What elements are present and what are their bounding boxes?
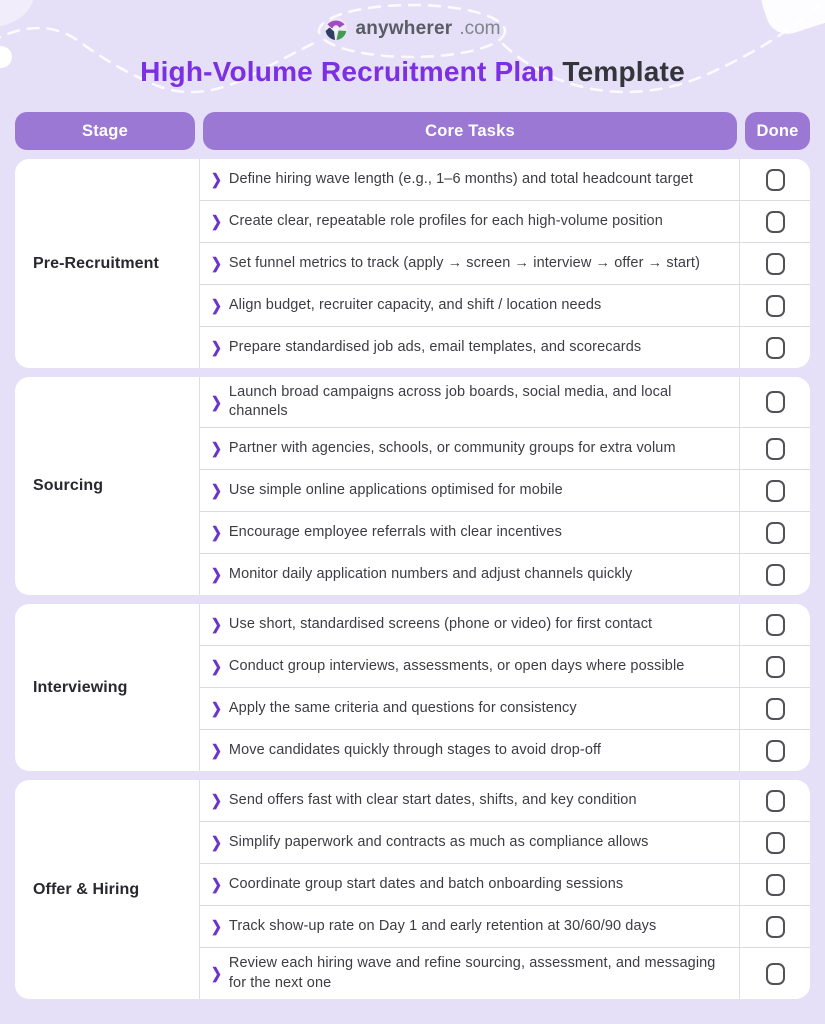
done-cell	[739, 906, 810, 947]
chevron-right-icon: ❯	[211, 339, 222, 357]
done-cell	[739, 554, 810, 595]
brand-logo-icon	[324, 17, 348, 41]
done-checkbox[interactable]	[766, 391, 785, 413]
task-row	[200, 469, 810, 511]
table-body	[15, 159, 810, 999]
task-cell	[200, 646, 739, 687]
stage-label: Offer & Hiring	[33, 880, 140, 898]
stage-cell	[15, 159, 200, 368]
task-cell	[200, 327, 739, 368]
task-row	[200, 326, 810, 368]
done-cell	[739, 604, 810, 645]
chevron-right-icon: ❯	[211, 742, 222, 760]
task-rows	[200, 604, 810, 771]
done-cell	[739, 646, 810, 687]
stage-cell	[15, 780, 200, 998]
done-checkbox[interactable]	[766, 253, 785, 275]
chevron-right-icon: ❯	[211, 918, 222, 936]
task-text: Monitor daily application numbers and adjust channels quickly	[228, 566, 633, 583]
task-text: Track show-up rate on Day 1 and early retention at 30/60/90 days	[228, 918, 657, 935]
done-checkbox[interactable]	[766, 740, 785, 762]
task-cell	[200, 243, 739, 284]
task-row	[200, 947, 810, 998]
task-cell	[200, 470, 739, 511]
task-text: Align budget, recruiter capacity, and shift / location needs	[228, 297, 602, 314]
task-row	[200, 553, 810, 595]
stage-label: Interviewing	[33, 678, 128, 696]
task-cell	[200, 604, 739, 645]
task-row	[200, 200, 810, 242]
chevron-right-icon: ❯	[211, 524, 222, 542]
done-checkbox[interactable]	[766, 832, 785, 854]
task-row	[200, 242, 810, 284]
task-text: Encourage employee referrals with clear incentives	[228, 524, 562, 541]
done-cell	[739, 822, 810, 863]
done-cell	[739, 864, 810, 905]
done-cell	[739, 243, 810, 284]
chevron-right-icon: ❯	[211, 297, 222, 315]
done-cell	[739, 730, 810, 771]
stage-section	[15, 604, 810, 771]
chevron-right-icon: ❯	[211, 393, 222, 411]
done-checkbox[interactable]	[766, 916, 785, 938]
task-row	[200, 377, 810, 427]
task-text: Launch broad campaigns across job boards, social media, and local channels	[228, 384, 672, 420]
brand-name: anywherer	[355, 18, 453, 39]
done-checkbox[interactable]	[766, 211, 785, 233]
done-checkbox[interactable]	[766, 790, 785, 812]
task-cell	[200, 906, 739, 947]
done-cell	[739, 201, 810, 242]
done-cell	[739, 377, 810, 427]
done-cell	[739, 327, 810, 368]
task-row	[200, 905, 810, 947]
done-checkbox[interactable]	[766, 337, 785, 359]
task-row	[200, 159, 810, 200]
chevron-right-icon: ❯	[211, 566, 222, 584]
done-cell	[739, 512, 810, 553]
chevron-right-icon: ❯	[211, 834, 222, 852]
task-cell	[200, 512, 739, 553]
done-checkbox[interactable]	[766, 438, 785, 460]
task-row	[200, 645, 810, 687]
task-cell	[200, 864, 739, 905]
chevron-right-icon: ❯	[211, 616, 222, 634]
task-text: Simplify paperwork and contracts as much as compliance allows	[228, 834, 649, 851]
task-row	[200, 687, 810, 729]
chevron-right-icon: ❯	[211, 658, 222, 676]
chevron-right-icon: ❯	[211, 482, 222, 500]
page-header	[15, 14, 810, 88]
done-checkbox[interactable]	[766, 564, 785, 586]
done-checkbox[interactable]	[766, 963, 785, 985]
stage-section	[15, 377, 810, 595]
done-checkbox[interactable]	[766, 614, 785, 636]
task-rows	[200, 159, 810, 368]
done-checkbox[interactable]	[766, 295, 785, 317]
task-cell	[200, 948, 739, 998]
task-cell	[200, 285, 739, 326]
task-text: Apply the same criteria and questions for consistency	[228, 700, 577, 717]
stage-section	[15, 780, 810, 998]
header-pill-core-tasks: Core Tasks	[203, 112, 737, 150]
task-cell	[200, 688, 739, 729]
task-rows	[200, 780, 810, 998]
done-checkbox[interactable]	[766, 169, 785, 191]
task-cell	[200, 822, 739, 863]
header-pill-done: Done	[745, 112, 810, 150]
stage-label: Pre-Recruitment	[33, 254, 159, 272]
task-text: Conduct group interviews, assessments, or open days where possible	[228, 658, 685, 675]
task-row	[200, 780, 810, 821]
brand-logo	[15, 14, 810, 44]
chevron-right-icon: ❯	[211, 964, 222, 983]
task-cell	[200, 554, 739, 595]
done-checkbox[interactable]	[766, 480, 785, 502]
task-cell	[200, 730, 739, 771]
task-text: Prepare standardised job ads, email templates, and scorecards	[228, 339, 642, 356]
done-checkbox[interactable]	[766, 874, 785, 896]
table-header	[15, 112, 810, 150]
chevron-right-icon: ❯	[211, 255, 222, 273]
stage-label: Sourcing	[33, 477, 104, 495]
task-text: Partner with agencies, schools, or community groups for extra volum	[228, 440, 676, 457]
task-text: Use simple online applications optimised for mobile	[228, 482, 563, 499]
task-text: Use short, standardised screens (phone or video) for first contact	[228, 616, 653, 633]
done-checkbox[interactable]	[766, 656, 785, 678]
task-cell	[200, 201, 739, 242]
chevron-right-icon: ❯	[211, 440, 222, 458]
done-checkbox[interactable]	[766, 698, 785, 720]
done-cell	[739, 780, 810, 821]
task-cell	[200, 428, 739, 469]
task-cell	[200, 159, 739, 200]
task-rows	[200, 377, 810, 595]
brand-tld: .com	[459, 18, 501, 39]
chevron-right-icon: ❯	[211, 792, 222, 810]
task-row	[200, 729, 810, 771]
done-cell	[739, 159, 810, 200]
done-cell	[739, 948, 810, 998]
done-cell	[739, 428, 810, 469]
stage-cell	[15, 377, 200, 595]
task-text: Set funnel metrics to track (apply → screen → interview → offer → start)	[228, 255, 700, 272]
task-cell	[200, 780, 739, 821]
stage-cell	[15, 604, 200, 771]
task-cell	[200, 377, 739, 427]
task-row	[200, 511, 810, 553]
done-cell	[739, 285, 810, 326]
task-text: Define hiring wave length (e.g., 1–6 months) and total headcount target	[228, 171, 694, 188]
task-row	[200, 863, 810, 905]
task-row	[200, 821, 810, 863]
page-title-highlight: High-Volume Recruitment Plan	[140, 56, 555, 87]
task-text: Send offers fast with clear start dates, shifts, and key condition	[228, 792, 637, 809]
chevron-right-icon: ❯	[211, 171, 222, 189]
chevron-right-icon: ❯	[211, 213, 222, 231]
stage-section	[15, 159, 810, 368]
done-cell	[739, 470, 810, 511]
task-text: Move candidates quickly through stages to avoid drop-off	[228, 742, 601, 759]
task-text: Coordinate group start dates and batch onboarding sessions	[228, 876, 624, 893]
task-text: Create clear, repeatable role profiles for each high-volume position	[228, 213, 663, 230]
task-row	[200, 427, 810, 469]
page-title-rest: Template	[562, 56, 685, 87]
done-cell	[739, 688, 810, 729]
chevron-right-icon: ❯	[211, 876, 222, 894]
task-text: Review each hiring wave and refine sourcing, assessment, and messaging for the next one	[228, 955, 716, 991]
done-checkbox[interactable]	[766, 522, 785, 544]
page-title	[15, 56, 810, 88]
task-row	[200, 284, 810, 326]
task-row	[200, 604, 810, 645]
chevron-right-icon: ❯	[211, 700, 222, 718]
header-pill-stage: Stage	[15, 112, 195, 150]
